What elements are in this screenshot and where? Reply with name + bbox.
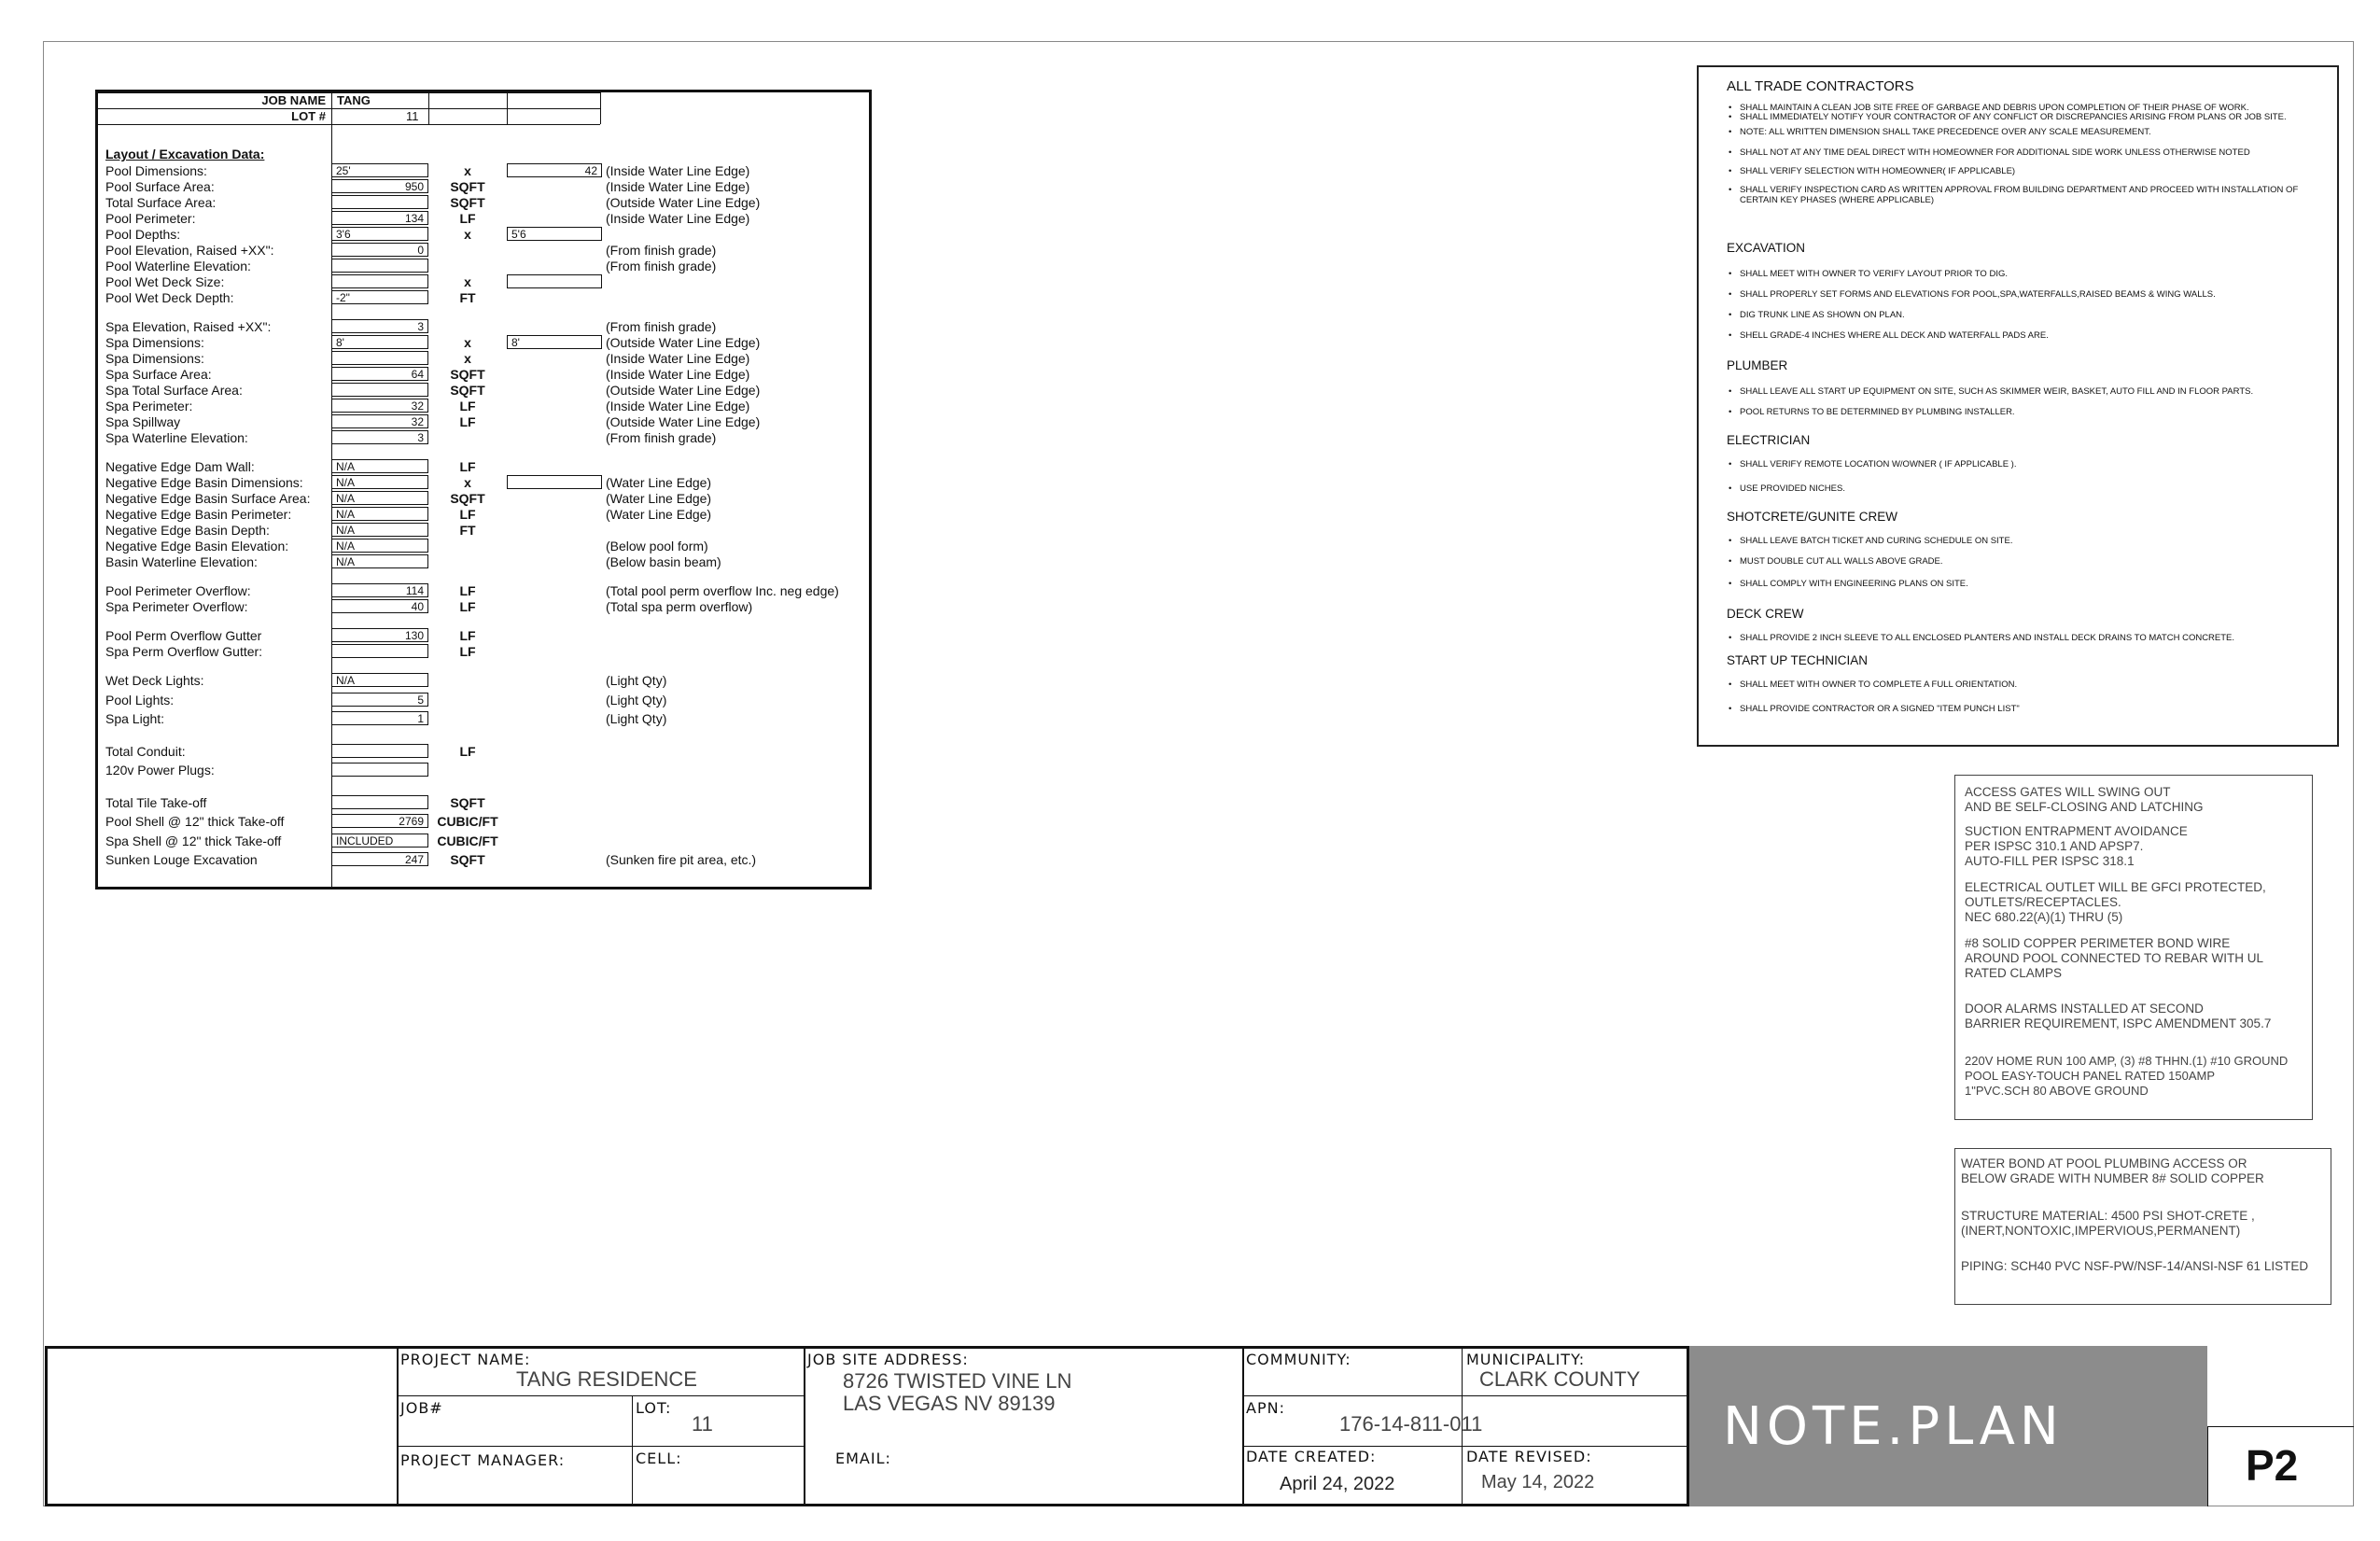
job-name-label: JOB NAME xyxy=(261,93,326,107)
row-label: Spa Light: xyxy=(105,711,165,726)
row-note: (Outside Water Line Edge) xyxy=(606,414,761,429)
row-note: (Light Qty) xyxy=(606,692,667,707)
row-label: Pool Shell @ 12" thick Take-off xyxy=(105,814,285,829)
row-label: Spa Dimensions: xyxy=(105,351,204,366)
header-rule xyxy=(98,124,600,125)
table-row xyxy=(98,351,869,367)
row-label: Spa Total Surface Area: xyxy=(105,383,243,398)
row-note: (Water Line Edge) xyxy=(606,507,712,522)
row-note: (Inside Water Line Edge) xyxy=(606,179,750,194)
table-row xyxy=(98,319,869,335)
row-label: Pool Perimeter: xyxy=(105,211,196,226)
trade-note-item: • SHALL LEAVE ALL START UP EQUIPMENT ON SITE, SUCH AS SKIMMER WEIR, BASKET, AUTO FILL AND IN FLOOR PARTS. xyxy=(1729,386,2307,397)
table-row xyxy=(98,414,869,430)
table-row xyxy=(98,259,869,274)
row-value-field[interactable]: 40 xyxy=(331,599,428,613)
apn-label: APN: xyxy=(1246,1399,1285,1417)
table-row xyxy=(98,491,869,507)
row-value-field[interactable]: 2769 xyxy=(331,814,428,828)
trade-note-item: • SHALL PROVIDE CONTRACTOR OR A SIGNED "ITEM PUNCH LIST" xyxy=(1729,704,2307,714)
trade-note-item: • SHALL LEAVE BATCH TICKET AND CURING SCHEDULE ON SITE. xyxy=(1729,536,2307,546)
row-value-field[interactable]: 3 xyxy=(331,319,428,333)
row-value-field[interactable]: N/A xyxy=(331,673,428,687)
row-value-field[interactable]: 3 xyxy=(331,430,428,444)
trade-note-item: • SHALL COMPLY WITH ENGINEERING PLANS ON SITE. xyxy=(1729,579,2307,589)
header-divider xyxy=(331,92,332,124)
table-row xyxy=(98,673,869,689)
row-value-field[interactable] xyxy=(331,795,428,809)
title-rule xyxy=(397,1446,804,1447)
row-label: Pool Elevation, Raised +XX": xyxy=(105,243,274,258)
municipality-label: MUNICIPALITY: xyxy=(1466,1351,1586,1368)
row-unit: x xyxy=(464,227,471,242)
row-unit: FT xyxy=(459,290,476,305)
row-note: (Water Line Edge) xyxy=(606,475,712,490)
row-label: Basin Waterline Elevation: xyxy=(105,554,258,569)
apn-value: 176-14-811-011 xyxy=(1339,1412,1483,1436)
row-label: Negative Edge Basin Depth: xyxy=(105,523,270,538)
community-label: COMMUNITY: xyxy=(1246,1351,1351,1368)
row-unit: x xyxy=(464,274,471,289)
table-row xyxy=(98,852,869,868)
row-value-field[interactable]: 130 xyxy=(331,628,428,642)
plan-title-banner xyxy=(1689,1346,2207,1506)
trades-title: ALL TRADE CONTRACTORS xyxy=(1727,78,1914,94)
trade-note-item: • SHALL MAINTAIN A CLEAN JOB SITE FREE OF GARBAGE AND DEBRIS UPON COMPLETION OF THEIR PHASE OF WORK. xyxy=(1729,103,2307,113)
row-unit: SQFT xyxy=(450,852,485,867)
row-value-field[interactable] xyxy=(331,744,428,758)
date-created-value: April 24, 2022 xyxy=(1280,1474,1395,1494)
row-label: Total Surface Area: xyxy=(105,195,217,210)
lot-label: LOT: xyxy=(636,1399,672,1417)
trade-section-heading: START UP TECHNICIAN xyxy=(1727,653,1869,667)
row-note: (From finish grade) xyxy=(606,430,717,445)
header-divider xyxy=(428,92,429,124)
trade-section-heading: EXCAVATION xyxy=(1727,241,1806,255)
row-note: (From finish grade) xyxy=(606,259,717,273)
table-row xyxy=(98,383,869,399)
row-value-field[interactable]: 114 xyxy=(331,583,428,597)
table-row xyxy=(98,507,869,523)
row-label: Negative Edge Basin Surface Area: xyxy=(105,491,311,506)
note-power: 220V HOME RUN 100 AMP, (3) #8 THHN.(1) #10 GROUND POOL EASY-TOUCH PANEL RATED 150AMP 1"PVC.SCH 80 ABOVE GROUND xyxy=(1965,1054,2289,1098)
table-row xyxy=(98,795,869,811)
row-label: Total Conduit: xyxy=(105,743,186,759)
row-note: (Outside Water Line Edge) xyxy=(606,383,761,398)
row-value-field[interactable]: 5 xyxy=(331,693,428,707)
row-value-field[interactable]: N/A xyxy=(331,539,428,553)
row-value-field[interactable]: INCLUDED xyxy=(331,834,428,848)
project-name: TANG RESIDENCE xyxy=(516,1367,697,1391)
row-value-field[interactable]: 32 xyxy=(331,399,428,413)
row-value-field[interactable] xyxy=(331,274,428,288)
row-value-field[interactable] xyxy=(331,383,428,397)
table-row xyxy=(98,628,869,644)
date-created-label: DATE CREATED: xyxy=(1246,1448,1377,1465)
row-note: (Water Line Edge) xyxy=(606,491,712,506)
trade-section-heading: DECK CREW xyxy=(1727,607,1804,621)
sheet-number-box xyxy=(2207,1426,2354,1506)
table-row xyxy=(98,195,869,211)
trade-note-item: • DIG TRUNK LINE AS SHOWN ON PLAN. xyxy=(1729,310,2307,320)
table-row xyxy=(98,163,869,179)
row-unit: SQFT xyxy=(450,179,485,194)
row-unit: SQFT xyxy=(450,383,485,398)
row-label: Spa Waterline Elevation: xyxy=(105,430,248,445)
row-unit: SQFT xyxy=(450,195,485,210)
row-value-field[interactable]: N/A xyxy=(331,459,428,473)
header-divider xyxy=(507,92,508,124)
row-note: (Inside Water Line Edge) xyxy=(606,399,750,413)
table-row xyxy=(98,834,869,849)
table-row xyxy=(98,599,869,615)
row-value-field[interactable]: 8' xyxy=(331,335,428,349)
title-rule xyxy=(1242,1395,1687,1396)
trade-section-heading: PLUMBER xyxy=(1727,358,1788,372)
table-row xyxy=(98,523,869,539)
table-row xyxy=(98,399,869,414)
row-label: Negative Edge Basin Dimensions: xyxy=(105,475,303,490)
table-row xyxy=(98,744,869,760)
date-revised-value: May 14, 2022 xyxy=(1481,1472,1595,1492)
row-label: Spa Dimensions: xyxy=(105,335,204,350)
row-note: (Light Qty) xyxy=(606,673,667,688)
row-unit: LF xyxy=(459,414,476,429)
row-label: Sunken Louge Excavation xyxy=(105,852,258,867)
note-suction: SUCTION ENTRAPMENT AVOIDANCE PER ISPSC 310.1 AND APSP7. AUTO-FILL PER ISPSC 318.1 xyxy=(1965,824,2188,868)
row-unit: CUBIC/FT xyxy=(437,833,498,848)
row-label: Spa Perimeter: xyxy=(105,399,193,413)
row-label: Pool Dimensions: xyxy=(105,163,207,178)
address-label: JOB SITE ADDRESS: xyxy=(807,1351,969,1368)
job-number-label: JOB# xyxy=(400,1399,443,1417)
row-second-value-field[interactable]: 42 xyxy=(507,163,602,177)
title-block xyxy=(45,1346,1689,1506)
trade-note-item: • POOL RETURNS TO BE DETERMINED BY PLUMBING INSTALLER. xyxy=(1729,407,2307,417)
row-label: Pool Depths: xyxy=(105,227,181,242)
job-name-value: TANG xyxy=(337,93,371,107)
row-value-field[interactable]: 3'6 xyxy=(331,227,428,241)
row-label: Negative Edge Dam Wall: xyxy=(105,459,255,474)
trade-section-heading: ELECTRICIAN xyxy=(1727,433,1811,447)
row-value-field[interactable]: 950 xyxy=(331,179,428,193)
row-label: Spa Surface Area: xyxy=(105,367,212,382)
row-note: (Sunken fire pit area, etc.) xyxy=(606,852,757,867)
table-row xyxy=(98,227,869,243)
takeoff-table xyxy=(95,90,872,890)
row-label: Wet Deck Lights: xyxy=(105,673,204,688)
note-electrical: ELECTRICAL OUTLET WILL BE GFCI PROTECTED, OUTLETS/RECEPTACLES. NEC 680.22(A)(1) THRU (5) xyxy=(1965,880,2266,924)
row-unit: CUBIC/FT xyxy=(437,814,498,829)
row-value-field[interactable] xyxy=(331,644,428,658)
row-unit: LF xyxy=(459,459,476,474)
row-note: (Inside Water Line Edge) xyxy=(606,211,750,226)
row-unit: LF xyxy=(459,211,476,226)
lot-label: LOT # xyxy=(291,109,326,123)
row-unit: SQFT xyxy=(450,367,485,382)
trade-note-item: • SHALL MEET WITH OWNER TO COMPLETE A FULL ORIENTATION. xyxy=(1729,679,2307,690)
row-label: Spa Perimeter Overflow: xyxy=(105,599,248,614)
table-row xyxy=(98,539,869,554)
row-unit: SQFT xyxy=(450,794,485,810)
row-unit: FT xyxy=(459,523,476,538)
row-label: Negative Edge Basin Perimeter: xyxy=(105,507,292,522)
row-second-value-field[interactable]: 8' xyxy=(507,335,602,349)
table-row xyxy=(98,583,869,599)
row-label: Spa Perm Overflow Gutter: xyxy=(105,644,263,659)
table-row xyxy=(98,367,869,383)
trade-section-heading: SHOTCRETE/GUNITE CREW xyxy=(1727,510,1898,524)
section-title: Layout / Excavation Data: xyxy=(105,147,265,161)
row-label: Spa Elevation, Raised +XX": xyxy=(105,319,272,334)
row-note: (Below pool form) xyxy=(606,539,708,553)
title-rule xyxy=(804,1349,805,1504)
row-unit: LF xyxy=(459,628,476,643)
trade-note-item: • USE PROVIDED NICHES. xyxy=(1729,483,2307,494)
row-label: Pool Perm Overflow Gutter xyxy=(105,628,262,643)
table-row xyxy=(98,814,869,830)
table-row xyxy=(98,459,869,475)
row-note: (From finish grade) xyxy=(606,243,717,258)
note-door-alarms: DOOR ALARMS INSTALLED AT SECOND BARRIER REQUIREMENT, ISPC AMENDMENT 305.7 xyxy=(1965,1002,2272,1030)
table-row xyxy=(98,274,869,290)
row-label: 120v Power Plugs: xyxy=(105,763,215,778)
trade-note-item: • SHALL IMMEDIATELY NOTIFY YOUR CONTRACTOR OF ANY CONFLICT OR DISCREPANCIES ARISING FROM PLANS OR JOB SITE. xyxy=(1729,112,2307,122)
municipality-value: CLARK COUNTY xyxy=(1479,1367,1641,1391)
table-row xyxy=(98,290,869,306)
row-note: (Inside Water Line Edge) xyxy=(606,367,750,382)
row-note: (Inside Water Line Edge) xyxy=(606,163,750,178)
row-value-field[interactable]: N/A xyxy=(331,523,428,537)
table-row xyxy=(98,243,869,259)
note-bond-wire: #8 SOLID COPPER PERIMETER BOND WIRE AROUND POOL CONNECTED TO REBAR WITH UL RATED CLAMPS xyxy=(1965,936,2264,980)
row-note: (Outside Water Line Edge) xyxy=(606,195,761,210)
lot-value: 11 xyxy=(406,109,419,123)
row-value-field[interactable] xyxy=(331,195,428,209)
table-row xyxy=(98,644,869,660)
title-rule xyxy=(632,1395,633,1504)
trade-note-item: • SHALL VERIFY INSPECTION CARD AS WRITTEN APPROVAL FROM BUILDING DEPARTMENT AND PROCEED WITH INSTALLATION OF CERTAIN KEY PHASES (WHERE APPLICABLE) xyxy=(1729,185,2307,205)
row-value-field[interactable]: N/A xyxy=(331,554,428,568)
row-second-value-field[interactable] xyxy=(507,475,602,489)
trade-note-item: • MUST DOUBLE CUT ALL WALLS ABOVE GRADE. xyxy=(1729,556,2307,567)
plan-title: NOTE.PLAN xyxy=(1723,1396,2064,1457)
header-divider xyxy=(600,92,601,124)
row-note: (Total spa perm overflow) xyxy=(606,599,753,614)
table-row xyxy=(98,335,869,351)
row-value-field[interactable]: N/A xyxy=(331,507,428,521)
row-unit: x xyxy=(464,351,471,366)
table-row xyxy=(98,179,869,195)
table-row xyxy=(98,475,869,491)
cell-label: CELL: xyxy=(636,1450,682,1467)
row-value-field[interactable]: 0 xyxy=(331,243,428,257)
trade-note-item: • SHALL NOT AT ANY TIME DEAL DIRECT WITH HOMEOWNER FOR ADDITIONAL SIDE WORK UNLESS OTHERWISE NOTED xyxy=(1729,147,2307,158)
row-value-field[interactable]: N/A xyxy=(331,491,428,505)
trade-note-item: • NOTE: ALL WRITTEN DIMENSION SHALL TAKE PRECEDENCE OVER ANY SCALE MEASUREMENT. xyxy=(1729,127,2307,137)
row-label: Pool Surface Area: xyxy=(105,179,215,194)
note-gates: ACCESS GATES WILL SWING OUT AND BE SELF-CLOSING AND LATCHING xyxy=(1965,785,2204,814)
row-second-value-field[interactable] xyxy=(507,274,602,288)
table-row xyxy=(98,693,869,708)
row-value-field[interactable]: 1 xyxy=(331,711,428,725)
title-rule xyxy=(397,1395,804,1396)
row-label: Pool Wet Deck Depth: xyxy=(105,290,234,305)
date-revised-label: DATE REVISED: xyxy=(1466,1448,1592,1465)
row-note: (Total pool perm overflow Inc. neg edge) xyxy=(606,583,839,598)
row-value-field[interactable]: 64 xyxy=(331,367,428,381)
row-value-field[interactable]: -2" xyxy=(331,290,428,304)
note-structure: STRUCTURE MATERIAL: 4500 PSI SHOT-CRETE , (INERT,NONTOXIC,IMPERVIOUS,PERMANENT) xyxy=(1961,1209,2255,1238)
row-second-value-field[interactable]: 5'6 xyxy=(507,227,602,241)
row-note: (From finish grade) xyxy=(606,319,717,334)
note-piping: PIPING: SCH40 PVC NSF-PW/NSF-14/ANSI-NSF 61 LISTED xyxy=(1961,1259,2309,1273)
trade-note-item: • SHALL VERIFY REMOTE LOCATION W/OWNER ( IF APPLICABLE ). xyxy=(1729,459,2307,469)
row-label: Pool Waterline Elevation: xyxy=(105,259,251,273)
row-note: (Outside Water Line Edge) xyxy=(606,335,761,350)
note-water-bond: WATER BOND AT POOL PLUMBING ACCESS OR BELOW GRADE WITH NUMBER 8# SOLID COPPER xyxy=(1961,1156,2264,1185)
project-name-label: PROJECT NAME: xyxy=(400,1351,531,1368)
row-value-field[interactable] xyxy=(331,259,428,273)
row-note: (Light Qty) xyxy=(606,711,667,726)
table-row xyxy=(98,554,869,570)
row-unit: LF xyxy=(459,399,476,413)
table-row xyxy=(98,711,869,727)
row-unit: LF xyxy=(459,583,476,598)
trade-contractors-panel xyxy=(1697,65,2339,747)
row-value-field[interactable]: 32 xyxy=(331,414,428,428)
sheet-number: P2 xyxy=(2246,1441,2299,1490)
table-row xyxy=(98,211,869,227)
lot-number: 11 xyxy=(692,1412,713,1436)
row-value-field[interactable] xyxy=(331,351,428,365)
row-unit: x xyxy=(464,335,471,350)
address-line-1: 8726 TWISTED VINE LN xyxy=(843,1369,1072,1393)
address-line-2: LAS VEGAS NV 89139 xyxy=(843,1392,1056,1415)
email-label: EMAIL: xyxy=(835,1450,891,1467)
title-rule xyxy=(397,1349,399,1504)
row-label: Negative Edge Basin Elevation: xyxy=(105,539,289,553)
row-unit: SQFT xyxy=(450,491,485,506)
code-notes-box xyxy=(1954,775,2313,1120)
row-label: Spa Shell @ 12" thick Take-off xyxy=(105,833,282,848)
title-rule xyxy=(1242,1446,1687,1447)
row-unit: LF xyxy=(459,644,476,659)
row-unit: x xyxy=(464,163,471,178)
table-row xyxy=(98,430,869,446)
table-row xyxy=(98,763,869,778)
row-label: Spa Spillway xyxy=(105,414,181,429)
row-unit: LF xyxy=(459,599,476,614)
row-value-field[interactable]: N/A xyxy=(331,475,428,489)
row-label: Pool Lights: xyxy=(105,692,175,707)
project-manager-label: PROJECT MANAGER: xyxy=(400,1451,566,1469)
trade-note-item: • SHALL PROVIDE 2 INCH SLEEVE TO ALL ENCLOSED PLANTERS AND INSTALL DECK DRAINS TO MATCH CONCRETE. xyxy=(1729,633,2307,643)
material-notes-box xyxy=(1954,1148,2331,1305)
trade-note-item: • SHALL PROPERLY SET FORMS AND ELEVATIONS FOR POOL,SPA,WATERFALLS,RAISED BEAMS & WING WALLS. xyxy=(1729,289,2307,300)
row-note: (Below basin beam) xyxy=(606,554,721,569)
trade-note-item: • SHALL MEET WITH OWNER TO VERIFY LAYOUT PRIOR TO DIG. xyxy=(1729,269,2307,279)
trade-note-item: • SHELL GRADE-4 INCHES WHERE ALL DECK AND WATERFALL PADS ARE. xyxy=(1729,330,2307,341)
row-label: Total Tile Take-off xyxy=(105,794,207,810)
row-unit: x xyxy=(464,475,471,490)
trade-note-item: • SHALL VERIFY SELECTION WITH HOMEOWNER( IF APPLICABLE) xyxy=(1729,166,2307,176)
row-note: (Inside Water Line Edge) xyxy=(606,351,750,366)
row-unit: LF xyxy=(459,507,476,522)
row-label: Pool Wet Deck Size: xyxy=(105,274,225,289)
title-rule xyxy=(1242,1349,1244,1504)
row-value-field[interactable]: 25' xyxy=(331,163,428,177)
row-value-field[interactable]: 247 xyxy=(331,852,428,866)
row-label: Pool Perimeter Overflow: xyxy=(105,583,251,598)
row-unit: LF xyxy=(459,743,476,759)
row-value-field[interactable]: 134 xyxy=(331,211,428,225)
row-value-field[interactable] xyxy=(331,763,428,777)
